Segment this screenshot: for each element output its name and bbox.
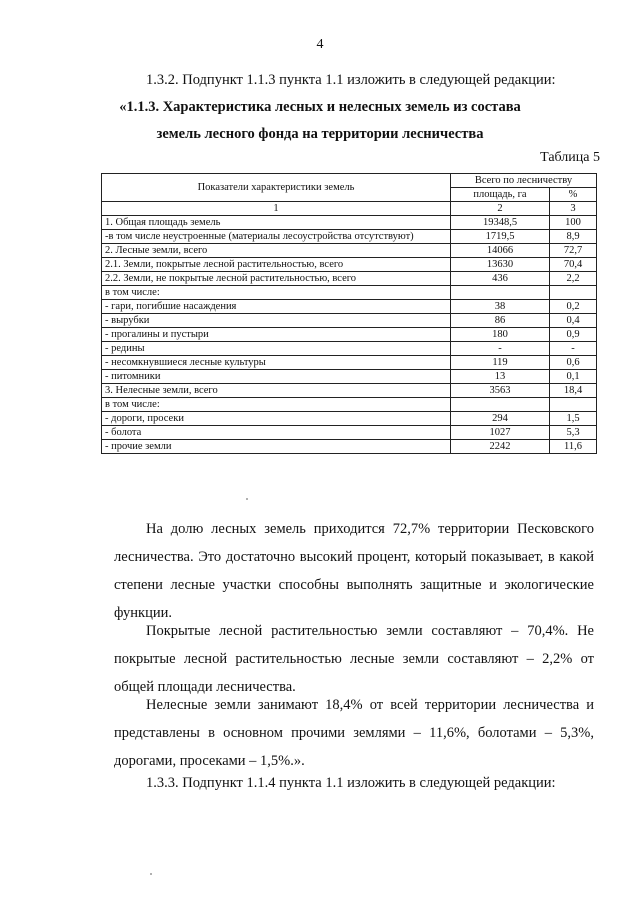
table-cell-pct: 1,5 xyxy=(550,412,597,426)
table-cell-pct xyxy=(550,398,597,412)
paragraph-nonforest-lands: Нелесные земли занимают 18,4% от всей территории лесничества и представлены в основном прочими землями – 11,6%, болотами – 5,3%, дорогами, просеками – 1,5%.». xyxy=(114,697,594,769)
column-number: 2 xyxy=(451,202,550,216)
table-cell-pct: 2,2 xyxy=(550,272,597,286)
table-row xyxy=(102,300,597,314)
table-cell-area: 1027 xyxy=(451,426,550,440)
table-cell-label: 1. Общая площадь земель xyxy=(102,216,451,230)
table-cell-area: 86 xyxy=(451,314,550,328)
table-cell-area: 19348,5 xyxy=(451,216,550,230)
table-cell-pct: 0,4 xyxy=(550,314,597,328)
table-cell-area: 1719,5 xyxy=(451,230,550,244)
table-cell-area: 2242 xyxy=(451,440,550,454)
table-cell-label: - гари, погибшие насаждения xyxy=(102,300,451,314)
table-cell-pct: 8,9 xyxy=(550,230,597,244)
table-row xyxy=(102,286,597,300)
table-row xyxy=(102,398,597,412)
next-item-line: 1.3.3. Подпункт 1.1.4 пункта 1.1 изложить в следующей редакции: xyxy=(146,775,556,791)
table-cell-area: 180 xyxy=(451,328,550,342)
table-caption: Таблица 5 xyxy=(540,150,600,165)
table-cell-pct: 72,7 xyxy=(550,244,597,258)
page-number: 4 xyxy=(316,37,324,52)
paragraph-covered-lands: Покрытые лесной растительностью земли составляют – 70,4%. Не покрытые лесной растительностью лесные земли составляют – 2,2% от общей площади лесничества. xyxy=(114,623,594,695)
table-cell-area: 14066 xyxy=(451,244,550,258)
table-cell-label: - дороги, просеки xyxy=(102,412,451,426)
table-row xyxy=(102,440,597,454)
table-cell-area: 436 xyxy=(451,272,550,286)
table-cell-label: - прогалины и пустыри xyxy=(102,328,451,342)
table-cell-pct: 0,2 xyxy=(550,300,597,314)
table-cell-pct: 11,6 xyxy=(550,440,597,454)
table-row xyxy=(102,230,597,244)
column-group-header-total: Всего по лесничеству xyxy=(451,174,597,188)
table-cell-pct xyxy=(550,286,597,300)
table-heading-line-1: «1.1.3. Характеристика лесных и нелесных земель из состава xyxy=(119,99,521,115)
table-cell-label: - редины xyxy=(102,342,451,356)
table-row xyxy=(102,356,597,370)
table-row xyxy=(102,258,597,272)
table-cell-pct: 0,6 xyxy=(550,356,597,370)
scan-speck xyxy=(246,498,248,500)
column-header-indicators: Показатели характеристики земель xyxy=(102,174,451,202)
table-heading-line-2: земель лесного фонда на территории лесничества xyxy=(156,126,484,142)
intro-line: 1.3.2. Подпункт 1.1.3 пункта 1.1 изложить в следующей редакции: xyxy=(146,72,556,88)
table-cell-label: в том числе: xyxy=(102,398,451,412)
table-cell-pct: 18,4 xyxy=(550,384,597,398)
table-cell-label: - вырубки xyxy=(102,314,451,328)
table-row xyxy=(102,216,597,230)
table-cell-area xyxy=(451,398,550,412)
table-cell-area xyxy=(451,286,550,300)
table-cell-pct: 70,4 xyxy=(550,258,597,272)
table-row xyxy=(102,244,597,258)
table-row xyxy=(102,314,597,328)
table-row xyxy=(102,426,597,440)
table-cell-label: 2. Лесные земли, всего xyxy=(102,244,451,258)
table-row xyxy=(102,272,597,286)
column-header-percent: % xyxy=(550,188,597,202)
table-cell-label: 2.2. Земли, не покрытые лесной растительностью, всего xyxy=(102,272,451,286)
table-cell-label: - прочие земли xyxy=(102,440,451,454)
table-cell-pct: 5,3 xyxy=(550,426,597,440)
table-cell-area: 13630 xyxy=(451,258,550,272)
column-number: 3 xyxy=(550,202,597,216)
table-row xyxy=(102,384,597,398)
table-row xyxy=(102,370,597,384)
table-cell-area: 38 xyxy=(451,300,550,314)
land-characteristics-table xyxy=(101,173,597,454)
table-cell-area: 13 xyxy=(451,370,550,384)
table-row xyxy=(102,342,597,356)
table-cell-label: - болота xyxy=(102,426,451,440)
table-cell-area: 3563 xyxy=(451,384,550,398)
table-cell-label: в том числе: xyxy=(102,286,451,300)
column-number: 1 xyxy=(102,202,451,216)
table-cell-area: - xyxy=(451,342,550,356)
table-row xyxy=(102,412,597,426)
table-cell-label: -в том числе неустроенные (материалы лесоустройства отсутствуют) xyxy=(102,230,451,244)
table-cell-label: 2.1. Земли, покрытые лесной растительностью, всего xyxy=(102,258,451,272)
table-cell-pct: - xyxy=(550,342,597,356)
table-cell-area: 294 xyxy=(451,412,550,426)
column-header-area: площадь, га xyxy=(451,188,550,202)
scan-speck xyxy=(150,873,152,875)
table-cell-area: 119 xyxy=(451,356,550,370)
table-cell-label: 3. Нелесные земли, всего xyxy=(102,384,451,398)
paragraph-forest-share: На долю лесных земель приходится 72,7% территории Песковского лесничества. Это достаточно высокий процент, который показывает, в какой степени лесные участки способны выполнять защитные и экологические функции. xyxy=(114,521,594,621)
table-cell-label: - питомники xyxy=(102,370,451,384)
table-header-row xyxy=(102,174,597,188)
table-cell-pct: 0,9 xyxy=(550,328,597,342)
table-cell-label: - несомкнувшиеся лесные культуры xyxy=(102,356,451,370)
column-number-row xyxy=(102,202,597,216)
table-row xyxy=(102,328,597,342)
table-cell-pct: 0,1 xyxy=(550,370,597,384)
table-cell-pct: 100 xyxy=(550,216,597,230)
